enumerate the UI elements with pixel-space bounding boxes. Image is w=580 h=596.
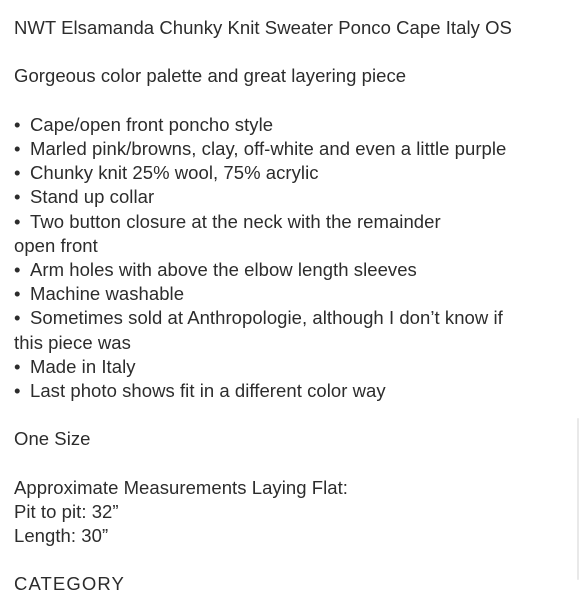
bullet-text: Cape/open front poncho style — [30, 113, 274, 135]
category-heading: CATEGORY — [14, 573, 125, 594]
bullet-text: Chunky knit 25% wool, 75% acrylic — [30, 162, 319, 184]
bullet-icon: • — [14, 162, 21, 184]
blank-line — [14, 40, 567, 64]
bullet-icon: • — [14, 113, 21, 135]
bullet-icon: • — [14, 259, 21, 280]
bullet-item-origin — [14, 355, 567, 379]
listing-title: NWT Elsamanda Chunky Knit Sweater Ponco Cape Italy OS — [14, 17, 512, 38]
bullet-icon: • — [14, 186, 21, 208]
bullet-text: Last photo shows fit in a different color way — [30, 380, 386, 402]
bullet-icon: • — [14, 307, 21, 329]
bullet-item-anthropologie — [14, 306, 567, 330]
bullet-text: Machine washable — [30, 283, 185, 305]
bullet-text: Marled pink/browns, clay, off-white and even a little purple — [30, 137, 507, 159]
measurement-pit-to-pit: Pit to pit: 32” — [14, 501, 119, 522]
bullet-continuation-anthropologie: this piece was — [14, 331, 131, 353]
blank-line — [14, 403, 567, 427]
bullet-icon: • — [14, 137, 21, 159]
bullet-text: Stand up collar — [30, 186, 155, 208]
measurements-heading: Approximate Measurements Laying Flat: — [14, 476, 348, 498]
bullet-text: Sometimes sold at Anthropologie, although I don’t know if — [30, 307, 503, 329]
blank-line — [14, 452, 567, 476]
bullet-text: Arm holes with above the elbow length sleeves — [30, 259, 417, 280]
bullet-continuation-closure: open front — [14, 234, 98, 256]
blank-line — [14, 89, 567, 113]
bullet-icon: • — [14, 355, 21, 377]
bullet-item-style — [14, 113, 567, 137]
bullet-icon: • — [14, 283, 21, 305]
bullet-text: Two button closure at the neck with the remainder — [30, 210, 441, 232]
listing-intro: Gorgeous color palette and great layering piece — [14, 65, 407, 87]
measurement-length: Length: 30” — [14, 525, 109, 547]
bullet-item-sleeves — [14, 258, 567, 282]
bullet-item-photo-note — [14, 379, 567, 403]
bullet-icon: • — [14, 380, 21, 402]
scrollbar-track[interactable] — [576, 0, 580, 580]
bullet-item-colors — [14, 137, 567, 161]
bullet-text: Made in Italy — [30, 355, 136, 377]
size-label: One Size — [14, 428, 91, 450]
bullet-item-collar — [14, 185, 567, 209]
bullet-item-washable — [14, 282, 567, 306]
scrollbar-thumb[interactable] — [577, 418, 579, 580]
bullet-item-material — [14, 161, 567, 185]
bullet-icon: • — [14, 210, 21, 232]
bullet-item-closure — [14, 210, 567, 234]
